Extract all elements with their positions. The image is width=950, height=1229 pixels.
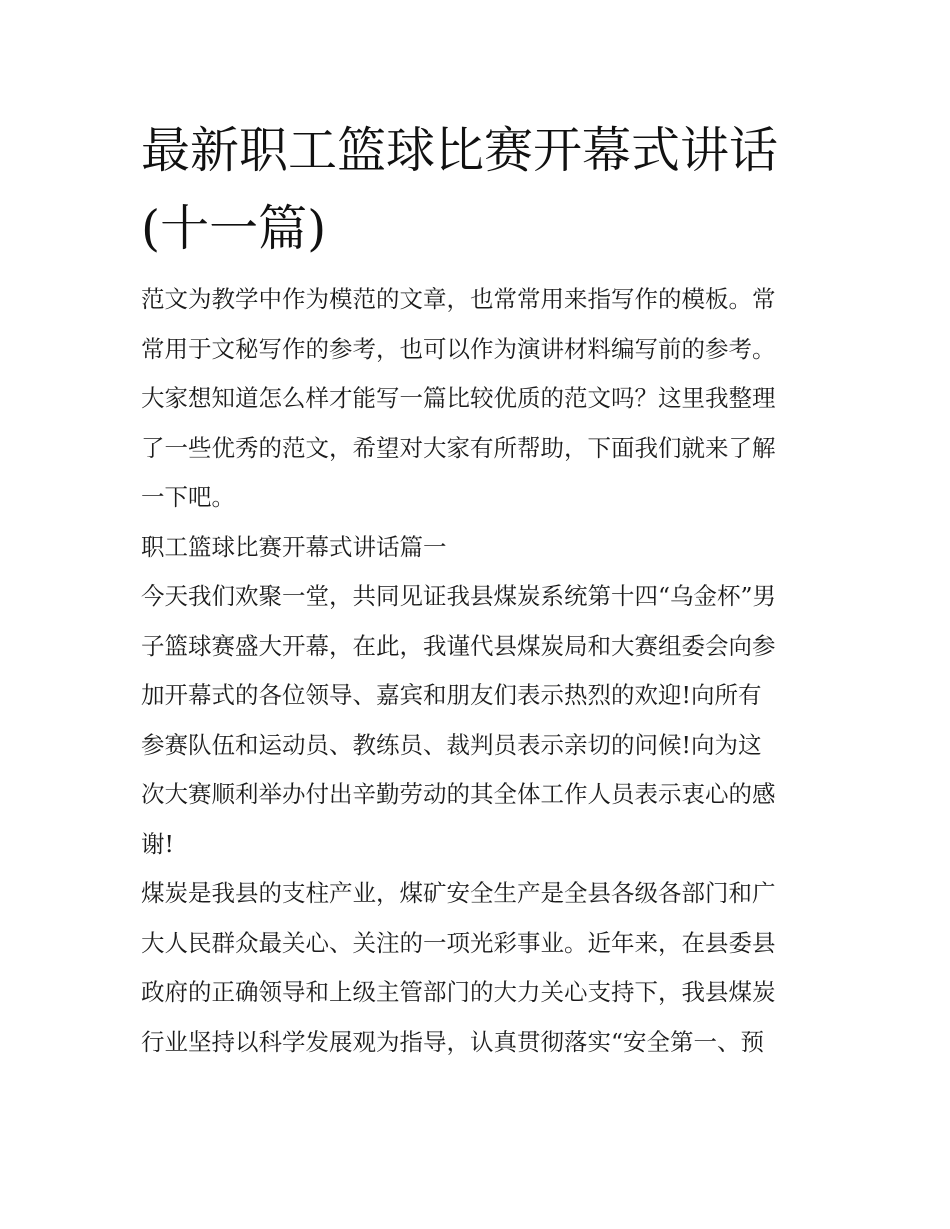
document-title (141, 112, 821, 268)
paragraph-line: 常用于文秘写作的参考，也可以作为演讲材料编写前的参考。 (141, 334, 776, 363)
paragraph-line: 次大赛顺利举办付出辛勤劳动的其全体工作人员表示衷心的感 (141, 780, 776, 808)
paragraph-line: 行业坚持以科学发展观为指导，认真贯彻落实“安全第一、预 (141, 1027, 765, 1056)
paragraph-line: 大家想知道怎么样才能写一篇比较优质的范文吗？这里我整理 (141, 384, 776, 412)
paragraph-line: 今天我们欢聚一堂，共同见证我县煤炭系统第十四“乌金杯”男 (141, 582, 777, 610)
document-body (141, 275, 813, 1067)
paragraph-line: 参赛队伍和运动员、教练员、裁判员表示亲切的问候!向为这 (141, 730, 762, 759)
paragraph-line: 大人民群众最关心、关注的一项光彩事业。近年来，在县委县 (141, 928, 776, 957)
paragraph-line: 加开幕式的各位领导、嘉宾和朋友们表示热烈的欢迎!向所有 (141, 681, 762, 709)
paragraph-line: 一下吧。 (141, 483, 235, 511)
paragraph-line: 范文为教学中作为模范的文章，也常常用来指写作的模板。常 (141, 285, 776, 313)
paragraph-line: 煤炭是我县的支柱产业，煤矿安全生产是全县各级各部门和广 (141, 879, 776, 907)
paragraph-line: 子篮球赛盛大开幕，在此，我谨代县煤炭局和大赛组委会向参 (141, 631, 776, 660)
section-heading: 职工篮球比赛开幕式讲话篇一 (141, 532, 447, 561)
title-line: 最新职工篮球比赛开幕式讲话 (141, 122, 779, 179)
paragraph-line: 政府的正确领导和上级主管部门的大力关心支持下，我县煤炭 (141, 978, 776, 1006)
paragraph-line: 谢! (141, 829, 174, 858)
paragraph-line: 了一些优秀的范文，希望对大家有所帮助，下面我们就来了解 (141, 433, 776, 462)
title-line: (十一篇) (141, 200, 327, 257)
